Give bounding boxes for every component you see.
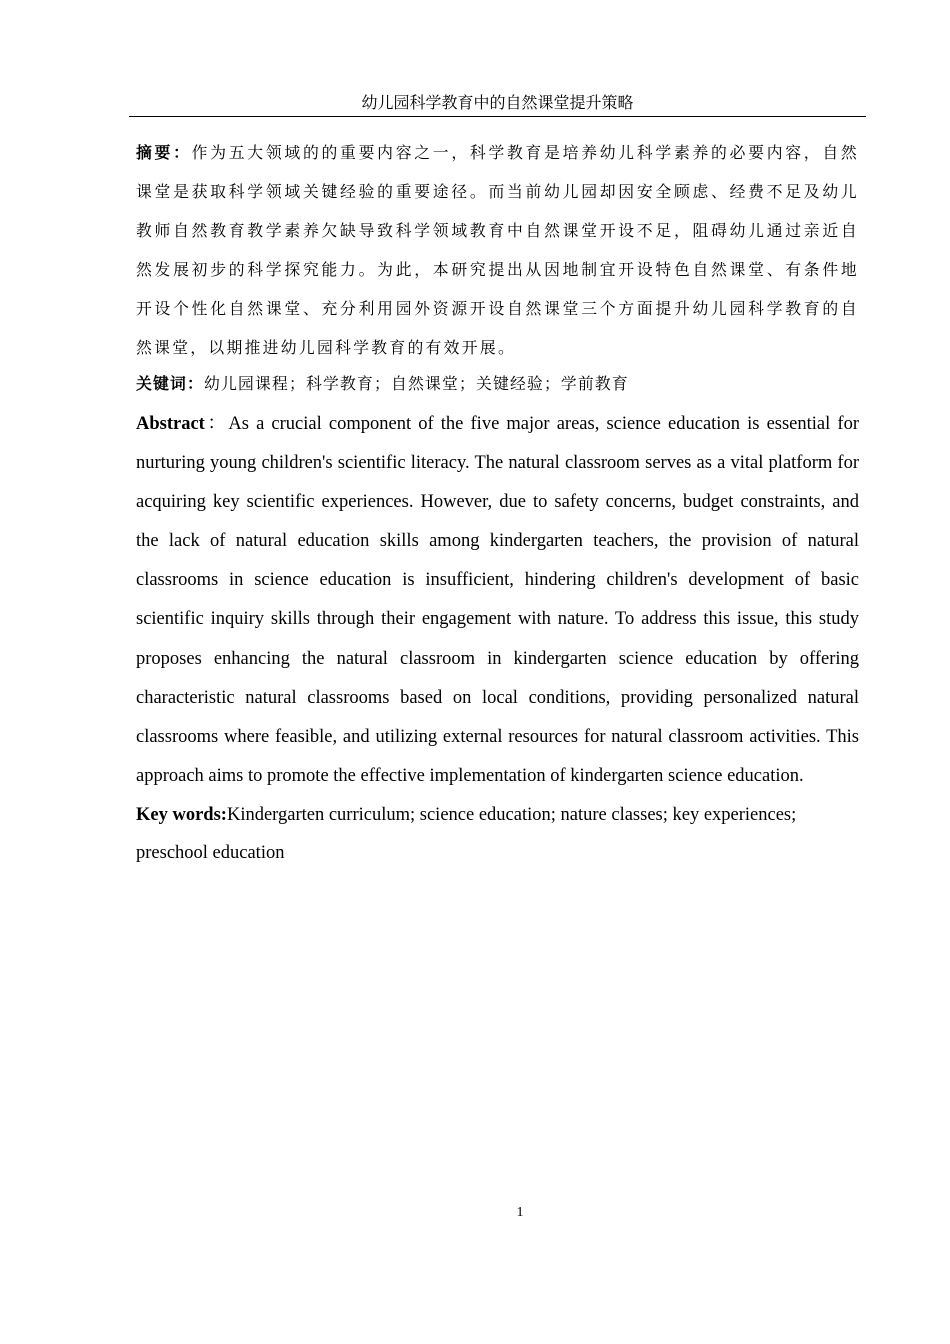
abstract-en-text: As a crucial component of the five major areas, science education is essential for nurturing young children's scientific literacy. The natural classroom serves as a vital platform for acquiring key scientific experiences. However, due to safety concerns, budget constraints, and the lack of natural education skills among kindergarten teachers, the provision of natural classrooms in science education is insufficient, hindering children's development of basic scientific inquiry skills through their engagement with nature. To address this issue, this study proposes enhancing the natural classroom in kindergarten science education by offering characteristic natural classrooms based on local conditions, providing personalized natural classrooms where feasible, and utilizing external resources for natural classroom activities. This approach aims to promote the effective implementation of kindergarten science education. <box>136 414 859 786</box>
abstract-cn-text: 作为五大领域的的重要内容之一，科学教育是培养幼儿科学素养的必要内容，自然课堂是获取科学领域关键经验的重要途径。而当前幼儿园却因安全顾虑、经费不足及幼儿教师自然教育教学素养欠缺导致科学领域教育中自然课堂开设不足，阻碍幼儿通过亲近自然发展初步的科学探究能力。为此，本研究提出从因地制宜开设特色自然课堂、有条件地开设个性化自然课堂、充分利用园外资源开设自然课堂三个方面提升幼儿园科学教育的自然课堂，以期推进幼儿园科学教育的有效开展。 <box>136 143 859 357</box>
abstract-cn <box>136 133 859 367</box>
abstract-en-separator: ： <box>204 414 229 434</box>
keywords-cn <box>136 367 859 401</box>
page-header <box>129 92 866 117</box>
document-body <box>136 133 859 873</box>
keywords-en-label: Key words: <box>136 804 227 825</box>
keywords-cn-label: 关键词： <box>136 374 204 393</box>
abstract-cn-label: 摘要： <box>136 143 192 162</box>
abstract-en-label: Abstract <box>136 414 205 434</box>
header-title: 幼儿园科学教育中的自然课堂提升策略 <box>361 93 634 112</box>
keywords-en-line1: Kindergarten curriculum; science education; nature classes; key experiences; <box>226 804 797 825</box>
abstract-en <box>136 405 859 796</box>
page-number: 1 <box>516 1205 524 1220</box>
keywords-en <box>136 796 859 873</box>
keywords-en-line2: preschool education <box>136 843 285 864</box>
keywords-cn-text: 幼儿园课程；科学教育；自然课堂；关键经验；学前教育 <box>204 374 629 393</box>
